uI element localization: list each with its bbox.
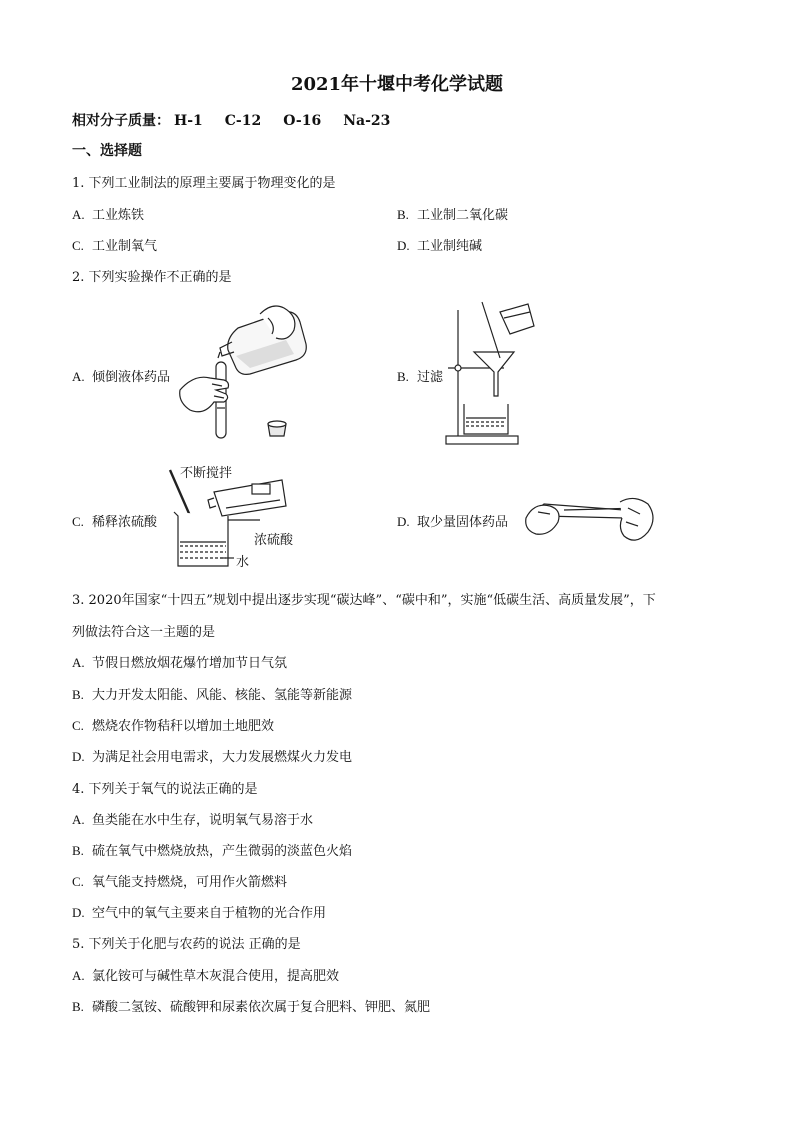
q4-option-b-text: 硫在氧气中燃烧放热，产生微弱的淡蓝色火焰 (92, 844, 353, 859)
q2-option-a-letter: A. (72, 369, 85, 384)
q2-option-c-letter: C. (72, 514, 84, 529)
relative-masses (72, 110, 412, 130)
q1-option-a-letter: A. (72, 207, 85, 222)
mass-h: H-1 (174, 113, 203, 129)
q2-option-a-text: 倾倒液体药品 (92, 370, 171, 385)
q2-option-b-text: 过滤 (417, 370, 444, 385)
q1-stem: 1. 下列工业制法的原理主要属于物理变化的是 (72, 176, 336, 191)
q2-option-d[interactable] (397, 511, 508, 530)
q2-option-b[interactable] (397, 366, 443, 385)
pouring-liquid-figure (176, 298, 310, 444)
q1-option-b-text: 工业制二氧化碳 (417, 208, 509, 223)
q3-option-a[interactable] (72, 652, 287, 671)
q2-option-a[interactable] (72, 366, 170, 385)
q4-option-a[interactable] (72, 809, 313, 828)
q2-option-c-text: 稀释浓硫酸 (92, 515, 158, 530)
q4-option-c-letter: C. (72, 874, 84, 889)
filtration-figure (444, 296, 540, 448)
mass-o: O-16 (283, 113, 322, 129)
q3-option-b-letter: B. (72, 687, 84, 702)
q4-stem: 4. 下列关于氧气的说法正确的是 (72, 782, 258, 797)
q3-option-c-text: 燃烧农作物秸秆以增加土地肥效 (92, 719, 275, 734)
q4-option-c[interactable] (72, 871, 287, 890)
q3-option-d-letter: D. (72, 749, 85, 764)
mass-c: C-12 (224, 113, 262, 129)
q1-option-a[interactable] (72, 204, 144, 223)
q4-option-b[interactable] (72, 840, 352, 859)
q3-option-b[interactable] (72, 684, 352, 703)
q4-option-d-text: 空气中的氧气主要来自于植物的光合作用 (92, 906, 327, 921)
q3-option-a-letter: A. (72, 655, 85, 670)
page-title: 2021年十堰中考化学试题 (290, 74, 504, 95)
q1-option-b[interactable] (397, 204, 508, 223)
stir-label: 不断搅拌 (180, 466, 233, 481)
q1-option-c[interactable] (72, 235, 157, 254)
q3-option-b-text: 大力开发太阳能、风能、核能、氢能等新能源 (92, 688, 353, 703)
q2-stem: 2. 下列实验操作不正确的是 (72, 270, 232, 285)
q1-option-d[interactable] (397, 235, 482, 254)
q4-option-c-text: 氧气能支持燃烧，可用作火箭燃料 (92, 875, 288, 890)
q5-option-a-text: 氯化铵可与碱性草木灰混合使用，提高肥效 (92, 969, 340, 984)
q1-option-a-text: 工业炼铁 (92, 208, 145, 223)
q4-option-a-text: 鱼类能在水中生存，说明氧气易溶于水 (92, 813, 314, 828)
masses-label: 相对分子质量： (72, 113, 170, 129)
water-label: 水 (236, 555, 250, 570)
q1-option-c-letter: C. (72, 238, 84, 253)
q4-option-d-letter: D. (72, 905, 85, 920)
q5-option-b-letter: B. (72, 999, 84, 1014)
acid-label: 浓硫酸 (254, 533, 294, 548)
q3-option-c-letter: C. (72, 718, 84, 733)
q3-option-a-text: 节假日燃放烟花爆竹增加节日气氛 (92, 656, 288, 671)
q5-option-a[interactable] (72, 965, 339, 984)
q2-option-c[interactable] (72, 511, 157, 530)
q2-option-b-letter: B. (397, 369, 409, 384)
section-heading: 一、选择题 (72, 143, 142, 159)
q5-option-a-letter: A. (72, 968, 85, 983)
q3-option-c[interactable] (72, 715, 274, 734)
q1-option-d-letter: D. (397, 238, 410, 253)
q1-option-c-text: 工业制氧气 (92, 239, 158, 254)
q3-stem-line2: 列做法符合这一主题的是 (72, 625, 216, 640)
q5-option-b-text: 磷酸二氢铵、硫酸钾和尿素依次属于复合肥料、钾肥、氮肥 (92, 1000, 431, 1015)
q3-option-d[interactable] (72, 746, 352, 765)
mass-na: Na-23 (343, 113, 391, 129)
q5-stem: 5. 下列关于化肥与农药的说法 正确的是 (72, 937, 301, 952)
q4-option-a-letter: A. (72, 812, 85, 827)
q4-option-b-letter: B. (72, 843, 84, 858)
q2-option-d-letter: D. (397, 514, 410, 529)
q1-option-b-letter: B. (397, 207, 409, 222)
q5-option-b[interactable] (72, 996, 430, 1015)
q1-option-d-text: 工业制纯碱 (417, 239, 483, 254)
q2-option-d-text: 取少量固体药品 (417, 515, 509, 530)
q4-option-d[interactable] (72, 902, 326, 921)
taking-solid-figure (524, 488, 658, 552)
q3-stem-line1: 3. 2020年国家“十四五”规划中提出逐步实现“碳达峰”、“碳中和”，实施“低碳生活、高质量发展”，下 (72, 593, 656, 608)
q3-option-d-text: 为满足社会用电需求，大力发展燃煤火力发电 (92, 750, 353, 765)
